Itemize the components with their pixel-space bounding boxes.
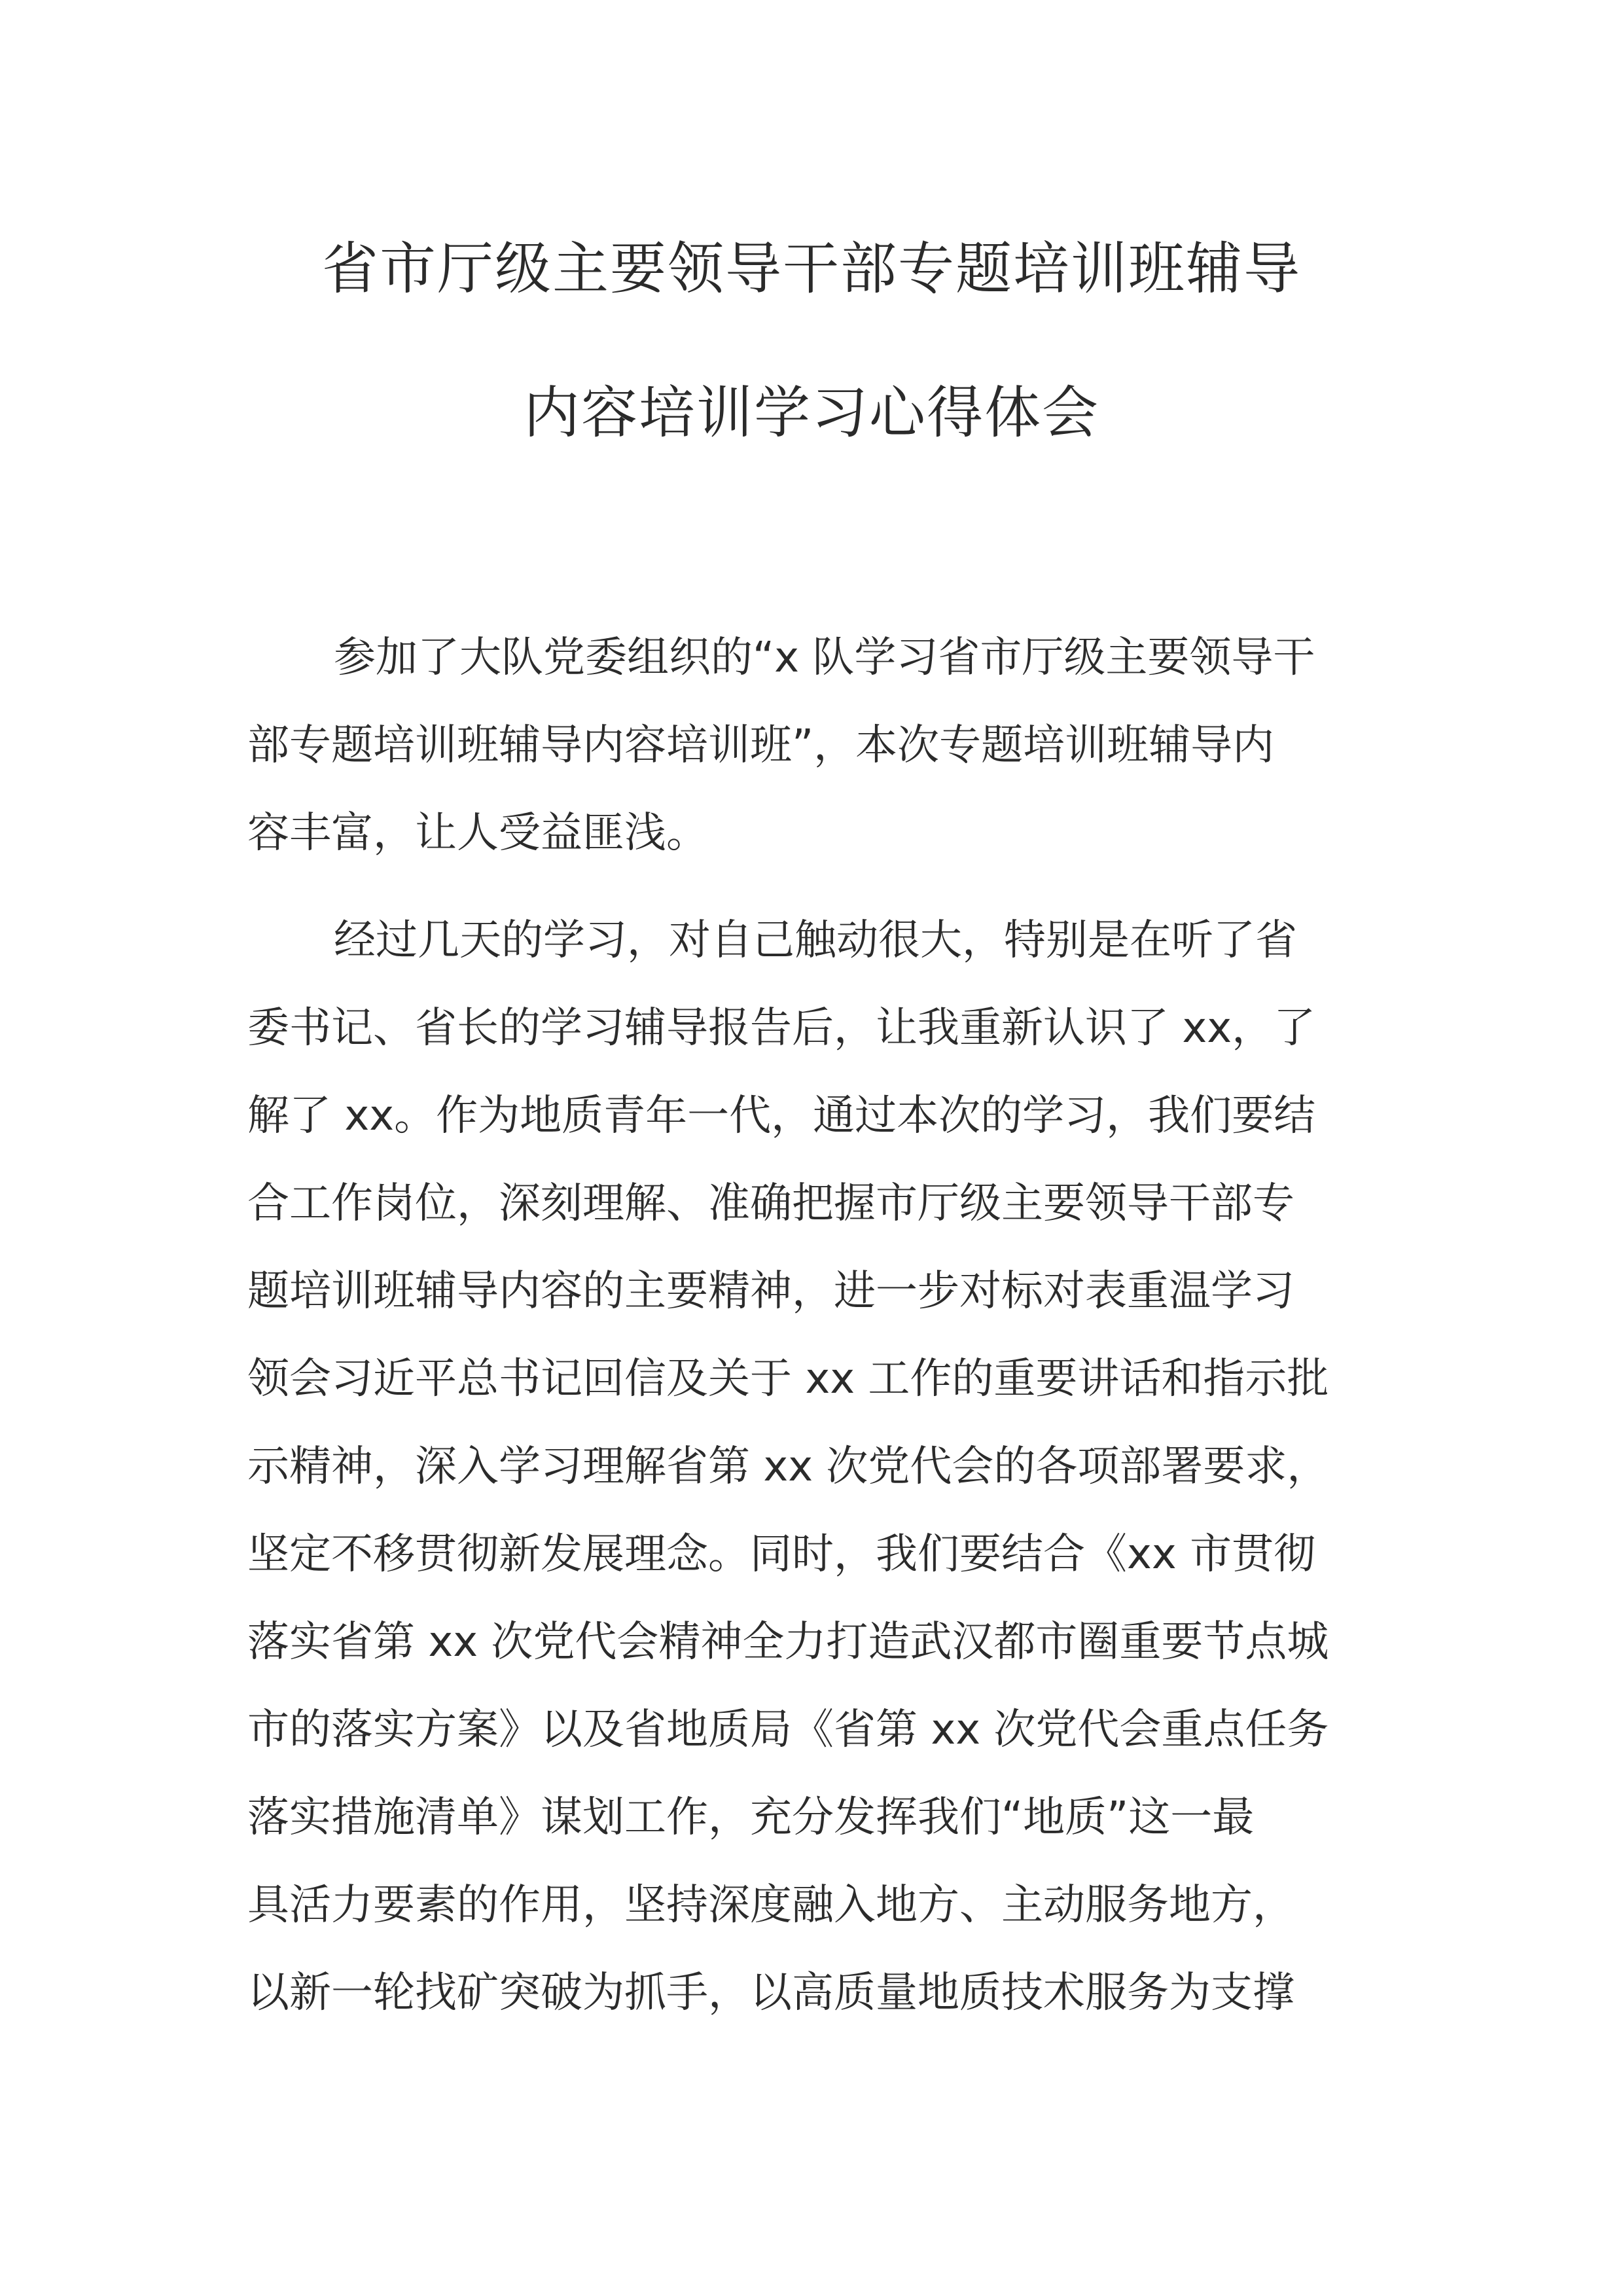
paragraph-spacer	[247, 877, 1378, 897]
paragraph-line: 经过几天的学习，对自己触动很大，特别是在听了省	[334, 916, 1297, 965]
paragraph-1	[247, 614, 1378, 877]
paragraph-line: 解了 xx。作为地质青年一代，通过本次的学习，我们要结	[247, 1092, 1316, 1140]
title-line-2: 内容培训学习心得体会	[524, 380, 1099, 446]
paragraph-line: 以新一轮找矿突破为抓手，以高质量地质技术服务为支撑	[247, 1969, 1294, 2017]
paragraph-line: 参加了大队党委组织的“x 队学习省市厅级主要领导干	[334, 634, 1315, 682]
paragraph-line: 委书记、省长的学习辅导报告后，让我重新认识了 xx，了	[247, 1004, 1316, 1052]
paragraph-line: 坚定不移贯彻新发展理念。同时，我们要结合《xx 市贯彻	[247, 1530, 1316, 1579]
paragraph-line: 市的落实方案》以及省地质局《省第 xx 次党代会重点任务	[247, 1706, 1329, 1754]
paragraph-line: 示精神，深入学习理解省第 xx 次党代会的各项部署要求，	[247, 1443, 1329, 1491]
paragraph-line: 落实措施清单》谋划工作，充分发挥我们“地质”这一最	[247, 1793, 1255, 1842]
paragraph-line: 合工作岗位，深刻理解、准确把握市厅级主要领导干部专	[247, 1179, 1294, 1228]
document-body	[247, 614, 1378, 2037]
paragraph-line: 题培训班辅导内容的主要精神，进一步对标对表重温学习	[247, 1267, 1294, 1316]
paragraph-line: 落实省第 xx 次党代会精神全力打造武汉都市圈重要节点城	[247, 1618, 1329, 1666]
paragraph-line: 具活力要素的作用，坚持深度融入地方、主动服务地方，	[247, 1881, 1294, 1929]
paragraph-line: 容丰富，让人受益匪浅。	[247, 809, 708, 857]
paragraph-line: 部专题培训班辅导内容培训班”，本次专题培训班辅导内	[247, 721, 1275, 770]
paragraph-line: 领会习近平总书记回信及关于 xx 工作的重要讲话和指示批	[247, 1355, 1329, 1403]
title-line-1: 省市厅级主要领导干部专题培训班辅导	[322, 236, 1301, 302]
document-title	[0, 236, 1623, 446]
paragraph-2	[247, 897, 1378, 2037]
